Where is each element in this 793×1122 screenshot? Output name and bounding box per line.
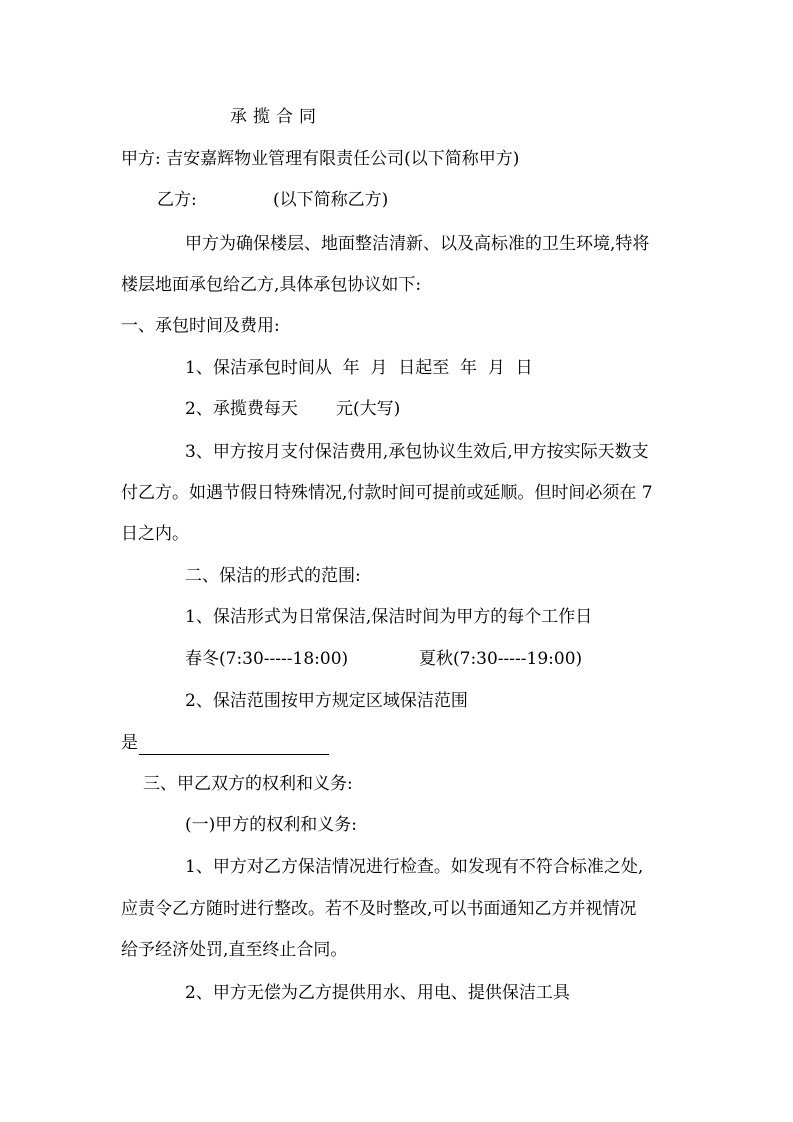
schedule-summer: 夏秋(7:30-----19:00) <box>419 649 583 669</box>
section-2-item-1: 1、保洁形式为日常保洁,保洁时间为甲方的每个工作日 <box>185 607 593 627</box>
blank-underline <box>139 736 329 755</box>
section-3-item-1-line-1: 1、甲方对乙方保洁情况进行检查。如发现有不符合标准之处, <box>185 857 644 877</box>
section-3-item-1-line-2: 应责令乙方随时进行整改。若不及时整改,可以书面通知乙方并视情况 <box>121 899 637 919</box>
section-2-heading: 二、保洁的形式的范围: <box>185 566 361 586</box>
section-3-sub-1: (一)甲方的权利和义务: <box>185 815 357 835</box>
schedule-winter: 春冬(7:30-----18:00) <box>185 649 349 669</box>
section-3-item-2: 2、甲方无偿为乙方提供用水、用电、提供保洁工具 <box>185 983 570 1003</box>
section-1-item-1: 1、保洁承包时间从 年 月 日起至 年 月 日 <box>185 358 533 378</box>
intro-line-2: 楼层地面承包给乙方,具体承包协议如下: <box>121 275 422 295</box>
section-1-item-3-line-1: 3、甲方按月支付保洁费用,承包协议生效后,甲方按实际天数支 <box>185 442 649 462</box>
section-2-item-2-cont <box>121 731 329 755</box>
section-1-item-3-line-2: 付乙方。如遇节假日特殊情况,付款时间可提前或延顺。但时间必须在 7 <box>121 483 653 503</box>
party-b-label: 乙方: <box>157 190 197 210</box>
section-2-item-2-cont-text: 是 <box>121 733 138 753</box>
section-3-item-1-line-3: 给予经济处罚,直至终止合同。 <box>121 940 348 960</box>
section-1-item-2-label: 2、承揽费每天 <box>185 399 298 419</box>
intro-line-1: 甲方为确保楼层、地面整洁清新、以及高标准的卫生环境,特将 <box>185 234 650 254</box>
party-a-line: 甲方: 吉安嘉辉物业管理有限责任公司(以下简称甲方) <box>121 149 520 169</box>
section-1-item-3-line-3: 日之内。 <box>121 524 189 544</box>
section-1-item-2-unit: 元(大写) <box>336 399 401 419</box>
section-3-heading: 三、甲乙双方的权利和义务: <box>143 774 353 794</box>
section-1-heading: 一、承包时间及费用: <box>121 316 280 336</box>
document-title: 承揽合同 <box>230 107 322 127</box>
section-2-item-2: 2、保洁范围按甲方规定区域保洁范围 <box>185 691 468 711</box>
party-b-note: (以下简称乙方) <box>273 190 389 210</box>
